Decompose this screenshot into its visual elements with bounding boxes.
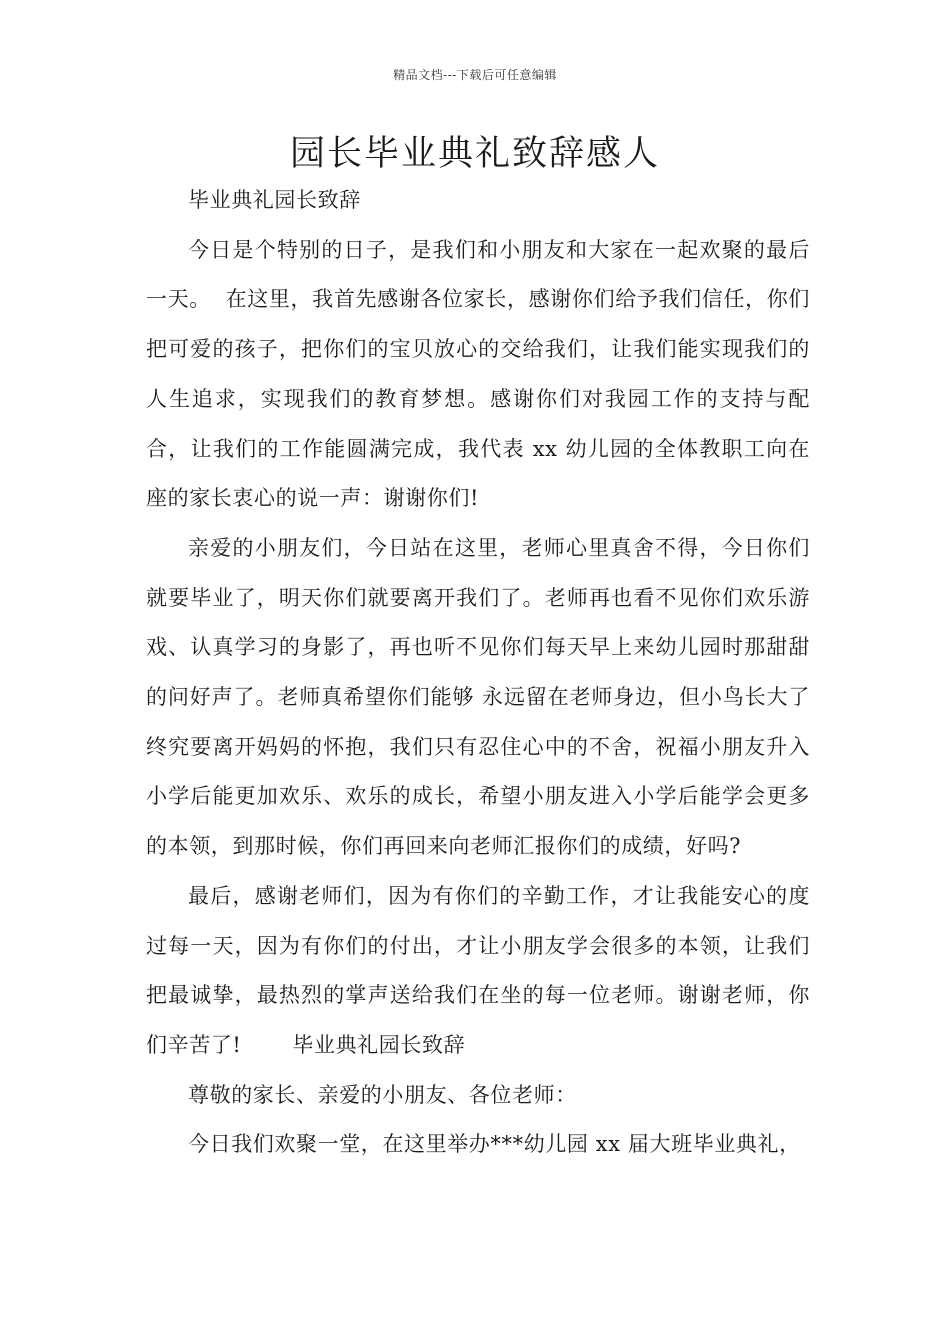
paragraph: 今日是个特别的日子，是我们和小朋友和大家在一起欢聚的最后一天。 在这里，我首先感谢各位家长，感谢你们给予我们信任，你们把可爱的孩子，把你们的宝贝放心的交给我们，让我们能实现我们的人生追求，实现我们的教育梦想。感谢你们对我园工作的支持与配合，让我们的工作能圆满完成，我代表 xx 幼儿园的全体教职工向在座的家长衷心的说一声：谢谢你们! xyxy=(146,237,810,511)
paragraph: 最后，感谢老师们，因为有你们的辛勤工作，才让我能安心的度过每一天，因为有你们的付出，才让小朋友学会很多的本领，让我们把最诚挚，最热烈的掌声送给我们在坐的每一位老师。谢谢老师，你们辛苦了! 毕业典礼园长致辞 xyxy=(146,883,810,1057)
paragraph: 亲爱的小朋友们，今日站在这里，老师心里真舍不得，今日你们就要毕业了，明天你们就要离开我们了。老师再也看不见你们欢乐游戏、认真学习的身影了，再也听不见你们每天早上来幼儿园时那甜甜的问好声了。老师真希望你们能够 永远留在老师身边，但小鸟长大了终究要离开妈妈的怀抱，我们只有忍住心中的不舍，祝福小朋友升入小学后能更加欢乐、欢乐的成长，希望小朋友进入小学后能学会更多的本领，到那时候，你们再回来向老师汇报你们的成绩，好吗? xyxy=(146,535,810,859)
paragraph: 今日我们欢聚一堂，在这里举办***幼儿园 xx 届大班毕业典礼， xyxy=(188,1132,801,1157)
document-title: 园长毕业典礼致辞感人 xyxy=(289,134,660,174)
paragraph-greeting: 尊敬的家长、亲爱的小朋友、各位老师： xyxy=(188,1082,577,1107)
document-body xyxy=(146,176,810,1170)
header-note: 精品文档---下载后可任意编辑 xyxy=(393,68,557,82)
paragraph-subtitle: 毕业典礼园长致辞 xyxy=(188,188,361,212)
